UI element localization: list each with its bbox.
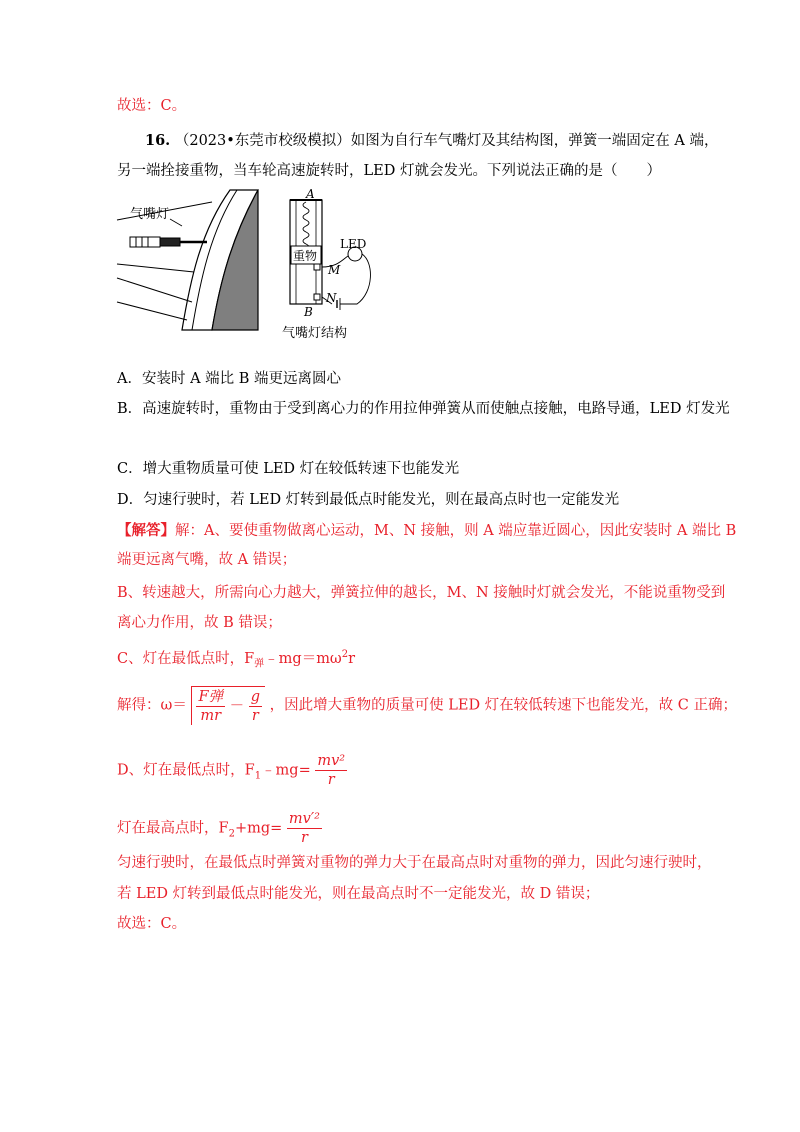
label-n: N <box>326 291 337 305</box>
fraction-d2-num: mv′² <box>288 811 320 827</box>
solution-line-7 <box>117 752 347 789</box>
solution-line-10: 若 LED 灯转到最低点时能发光，则在最高点时不一定能发光，故 D 错误； <box>117 886 600 902</box>
option-b: B．高速旋转时，重物由于受到离心力的作用拉伸弹簧从而使触点接触，电路导通，LED 灯发光 <box>117 401 730 417</box>
solution-text-1: 解：A、要使重物做离心运动，M、N 接触，则 A 端应靠近圆心，因此安装时 A 端比 B <box>175 523 737 539</box>
eq-d1-prefix: D、灯在最低点时，F <box>117 762 255 779</box>
solution-line-6 <box>117 686 737 725</box>
question-line-1 <box>145 131 719 151</box>
fraction-2 <box>249 688 262 725</box>
fraction-d1-num: mv² <box>317 753 346 769</box>
valve-light-label: 气嘴灯 <box>130 207 170 222</box>
valve-light-figure <box>112 182 392 352</box>
fraction-2-num: g <box>250 689 261 705</box>
eq-c-part1: C、灯在最低点时，F <box>117 650 255 667</box>
label-m: M <box>328 263 341 277</box>
fraction-1-num: F弹 <box>198 689 223 705</box>
solution-line-4: 离心力作用，故 B 错误； <box>117 615 282 631</box>
eq-d2-prefix: 灯在最高点时，F <box>117 820 229 837</box>
question-text-1: （2023•东莞市校级模拟）如图为自行车气嘴灯及其结构图，弹簧一端固定在 A 端， <box>174 133 719 149</box>
fraction-1 <box>196 688 225 725</box>
eq-c-end: r <box>348 650 356 667</box>
solution-line-8 <box>117 810 322 847</box>
option-c: C．增大重物质量可使 LED 灯在较低转速下也能发光 <box>117 461 460 477</box>
solution-tag: 【解答】 <box>117 522 175 539</box>
fraction-d2-den: r <box>300 830 308 846</box>
eq-d1-mid: ﹣mg= <box>261 762 311 779</box>
eq-d2-sub: 2 <box>228 828 235 840</box>
solution-line-9: 匀速行驶时，在最低点时弹簧对重物的弹力大于在最高点时对重物的弹力，因此匀速行驶时， <box>117 855 712 871</box>
fraction-d2 <box>287 810 322 847</box>
previous-answer: 故选：C。 <box>117 98 187 114</box>
figure-caption: 气嘴灯结构 <box>282 326 348 341</box>
fraction-d1 <box>315 752 347 789</box>
eq-d2-mid: +mg= <box>234 820 283 837</box>
solution-line-5 <box>117 645 355 675</box>
eq-c-sub: 弹 <box>254 658 265 670</box>
fraction-1-den: mr <box>200 708 222 724</box>
label-b: B <box>304 305 313 319</box>
solution-line-3: B、转速越大，所需向心力越大，弹簧拉伸的越长，M、N 接触时灯就会发光，不能说重物受到 <box>117 585 726 601</box>
weight-label: 重物 <box>293 249 318 263</box>
option-d: D．匀速行驶时，若 LED 灯转到最低点时能发光，则在最高点时也一定能发光 <box>117 492 620 508</box>
fraction-d1-den: r <box>327 772 335 788</box>
eq-c-part2: ﹣mg＝mω <box>264 650 342 667</box>
fraction-2-den: r <box>251 708 259 724</box>
final-answer: 故选：C。 <box>117 916 187 932</box>
question-line-2: 另一端拴接重物，当车轮高速旋转时，LED 灯就会发光。下列说法正确的是（ ） <box>117 163 661 179</box>
eq-omega-prefix: 解得：ω＝ <box>117 697 187 714</box>
minus-sign: － <box>229 698 245 715</box>
led-label: LED <box>340 237 367 251</box>
label-a: A <box>306 187 315 201</box>
eq-d1-sub: 1 <box>254 770 262 782</box>
eq-omega-suffix: ，因此增大重物的质量可使 LED 灯在较低转速下也能发光，故 C 正确； <box>269 697 737 714</box>
solution-line-2: 端更远离气嘴，故 A 错误； <box>117 552 297 568</box>
eq-c-sup: 2 <box>341 649 349 660</box>
question-number: 16. <box>145 132 171 149</box>
sqrt-radical <box>191 686 265 725</box>
option-a: A．安装时 A 端比 B 端更远离圆心 <box>117 371 342 387</box>
solution-line-1 <box>117 521 736 541</box>
